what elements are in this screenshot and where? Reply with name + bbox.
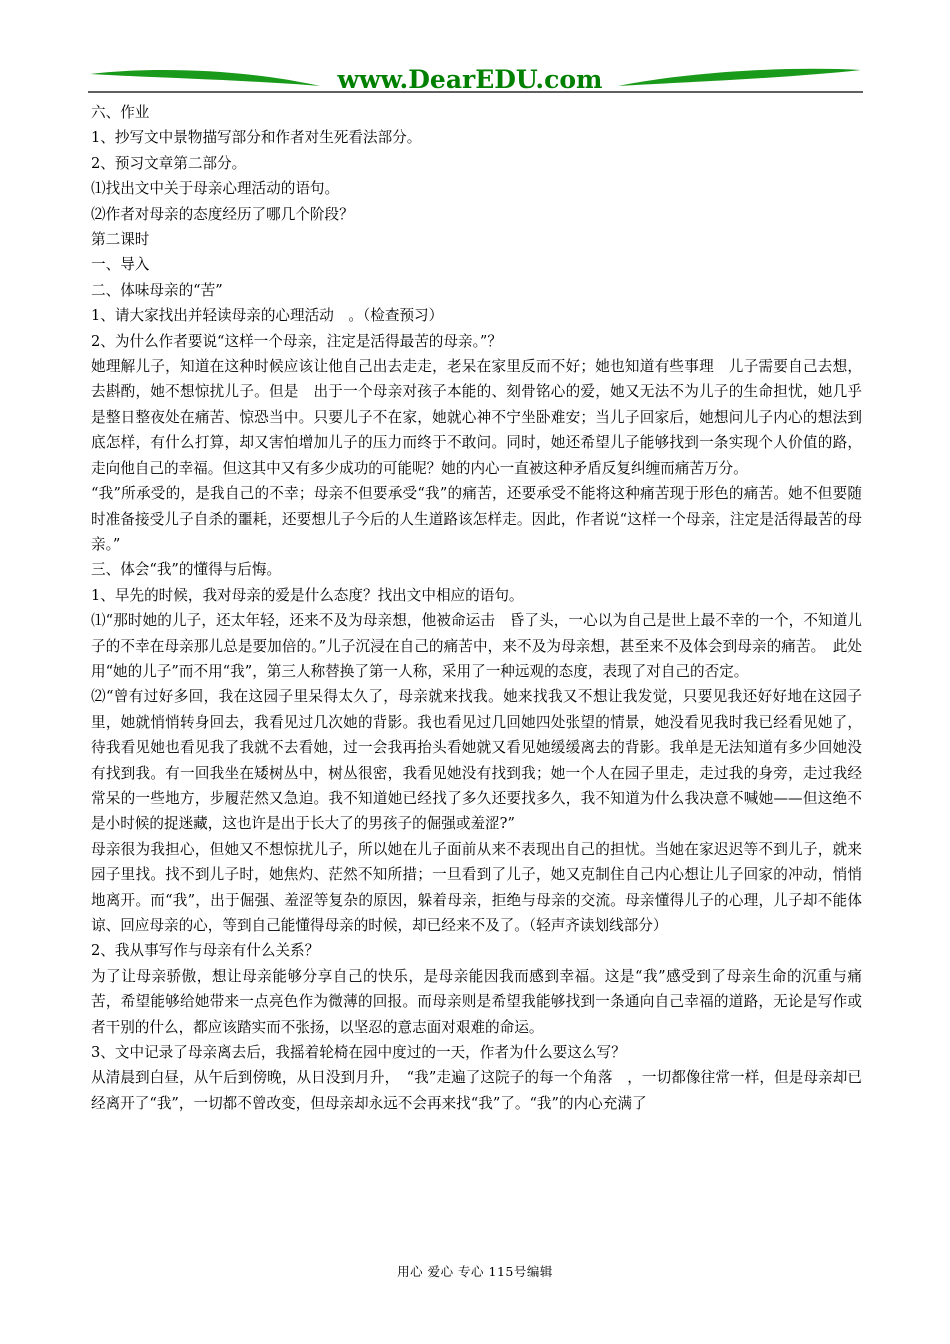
left-swoosh	[90, 70, 320, 86]
heading-homework: 六、作业	[91, 104, 150, 121]
document-body	[91, 100, 862, 1116]
homework-item-1: 1、抄写文中景物描写部分和作者对生死看法部分。	[91, 129, 422, 147]
answer-paragraph-1: 她理解儿子，知道在这种时候应该让他自己出去走走，老呆在家里反而不好；她也知道有些事理 儿子需要自己去想，去斟酌，她不想惊扰儿子。但是 出于一个母亲对孩子本能的、刻骨铭心的爱，她又无法不为儿子的生命担忧，她几乎是整日整夜处在痛苦、惊恐当中。只要儿子不在家，她就心神不宁坐卧难安；当儿子回家后，她想问儿子内心的想法到底怎样，有什么打算，却又害怕增加儿子的压力而终于不敢问。同时，她还希望儿子能够找到一条实现个人价值的路，走向他自己的幸福。但这其中又有多少成功的可能呢？她的内心一直被这种矛盾反复纠缠而痛苦万分。	[91, 358, 862, 477]
dearedu-logo	[88, 60, 863, 96]
answer-paragraph-2: “我”所承受的，是我自己的不幸；母亲不但要承受“我”的痛苦，还要承受不能将这种痛苦现于形色的痛苦。她不但要随时准备接受儿子自杀的噩耗，还要想儿子今后的人生道路该怎样走。因此，作者说“这样一个母亲，注定是活得最苦的母亲。”	[91, 485, 862, 553]
heading-introduction: 一、导入	[91, 256, 150, 274]
logo-text: www.DearEDU.com	[337, 65, 603, 94]
homework-subitem-1: ⑴找出文中关于母亲心理活动的语句。	[91, 180, 340, 198]
heading-understanding-regret: 三、体会“我”的懂得与后悔。	[91, 561, 282, 579]
answer-paragraph-3: 为了让母亲骄傲，想让母亲能够分享自己的快乐，是母亲能因我而感到幸福。这是“我”感受到了母亲生命的沉重与痛苦，希望能够给她带来一点亮色作为微薄的回报。而母亲则是希望我能够找到一条通向自己幸福的道路，无论是写作或者干别的什么，都应该踏实而不张扬，以坚忍的意志面对艰难的命运。	[91, 967, 862, 1036]
site-header-banner	[88, 60, 863, 96]
heading-mother-suffering: 二、体味母亲的“苦”	[91, 281, 223, 299]
right-swoosh	[618, 69, 861, 86]
analysis-paragraph: 母亲很为我担心，但她又不想惊扰儿子，所以她在儿子面前从来不表现出自己的担忧。当她在家迟迟等不到儿子，就来园子里找。找不到儿子时，她焦灼、茫然不知所措；一旦看到了儿子，她又克制住自己内心想让儿子回家的冲动，悄悄地离开。而“我”，出于倔强、羞涩等复杂的原因，躲着母亲，拒绝与母亲的交流。母亲懂得儿子的心理，儿子却不能体谅、回应母亲的心，等到自己能懂得母亲的时候，却已经来不及了。（轻声齐读划线部分）	[91, 840, 862, 934]
heading-second-lesson: 第二课时	[91, 231, 150, 249]
quote-paragraph-2: ⑵“曾有过好多回，我在这园子里呆得太久了，母亲就来找我。她来找我又不想让我发觉，只要见我还好好地在这园子里，她就悄悄转身回去，我看见过几次她的背影。我也看见过几回她四处张望的情景，她没看见我时我已经看见她了，待我看见她也看见我了我就不去看她，过一会我再抬头看她就又看见她缓缓离去的背影。我单是无法知道有多少回她没有找到我。有一回我坐在矮树丛中，树丛很密，我看见她没有找到我；她一个人在园子里走，走过我的身旁，走过我经常呆的一些地方，步履茫然又急迫。我不知道她已经找了多久还要找多久，我不知道为什么我决意不喊她——但这绝不是小时候的捉迷藏，这也许是出于长大了的男孩子的倔强或羞涩?”	[91, 688, 862, 833]
page-footer: 用心 爱心 专心 115号编辑	[397, 1264, 553, 1279]
question-5: 3、文中记录了母亲离去后，我摇着轮椅在园中度过的一天，作者为什么要这么写？	[91, 1044, 626, 1062]
question-4: 2、我从事写作与母亲有什么关系？	[91, 942, 320, 960]
question-3: 1、早先的时候，我对母亲的爱是什么态度？找出文中相应的语句。	[91, 586, 524, 604]
answer-paragraph-4: 从清晨到白昼，从午后到傍晚，从日没到月升， “我”走遍了这院子的每一个角落 ，一切都像往常一样，但是母亲却已经离开了“我”，一切都不曾改变，但母亲却永远不会再来找“我”了。“我”的内心充满了	[91, 1069, 862, 1112]
homework-subitem-2: ⑵作者对母亲的态度经历了哪几个阶段？	[91, 205, 354, 223]
question-2: 2、为什么作者要说“这样一个母亲，注定是活得最苦的母亲。”？	[91, 332, 502, 350]
question-1: 1、请大家找出并轻读母亲的心理活动 。（检查预习）	[91, 307, 444, 325]
homework-item-2: 2、预习文章第二部分。	[91, 154, 247, 172]
quote-paragraph-1: ⑴“那时她的儿子，还太年轻，还来不及为母亲想，他被命运击 昏了头，一心以为自己是世上最不幸的一个，不知道儿子的不幸在母亲那儿总是要加倍的。”儿子沉浸在自己的痛苦中，来不及为母亲想，甚至来不及体会到母亲的痛苦。 此处用“她的儿子”而不用“我”，第三人称替换了第一人称，采用了一种远观的态度，表现了对自己的否定。	[91, 612, 862, 680]
